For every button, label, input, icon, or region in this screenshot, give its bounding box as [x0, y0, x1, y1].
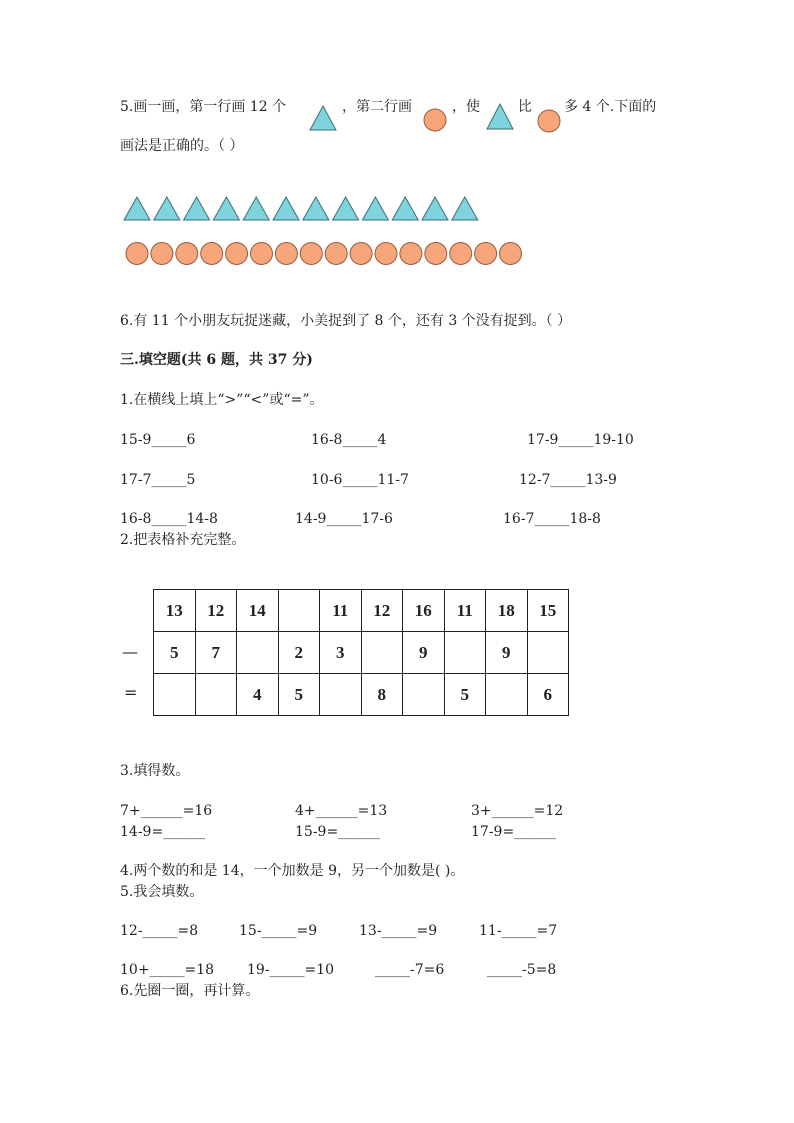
table-cell: 12 — [361, 590, 403, 632]
circle-icon — [400, 243, 422, 265]
triangle-icon — [362, 197, 388, 220]
table-cell — [154, 674, 196, 716]
circle-icon — [375, 243, 397, 265]
table-cell: 7 — [195, 632, 237, 674]
table-row — [154, 674, 569, 716]
triangle-icon — [422, 197, 448, 220]
fill6-text: 6.先圈一圈，再计算。 — [120, 983, 260, 999]
circle-icon — [176, 243, 198, 265]
fill5-item: _____-7=6 — [375, 962, 445, 978]
table-cell: 4 — [237, 674, 279, 716]
fill1-item: 10-6_____11-7 — [311, 472, 409, 488]
q5-text-part2: ，第二行画 — [342, 99, 412, 115]
table-cell — [403, 674, 445, 716]
triangle-icon — [452, 197, 478, 220]
triangle-icon — [243, 197, 269, 220]
fill1-item: 17-9_____19-10 — [527, 432, 634, 448]
table-cell — [444, 632, 486, 674]
circle-icon — [450, 243, 472, 265]
q5-text-line2: 画法是正确的。（ ） — [120, 138, 244, 154]
number-table — [153, 589, 569, 716]
table-cell — [320, 674, 362, 716]
circle-icon — [325, 243, 347, 265]
table-row — [154, 632, 569, 674]
fill1-title: 1.在横线上填上“>”“<”或“=”。 — [120, 392, 324, 408]
fill3-item: 3+______=12 — [471, 803, 564, 819]
triangle-icon — [309, 105, 337, 131]
triangle-icon — [392, 197, 418, 220]
circle-icon — [423, 108, 447, 132]
section-title: 三.填空题(共 6 题，共 37 分) — [120, 352, 313, 368]
fill1-item: 12-7_____13-9 — [519, 472, 617, 488]
fill5-item: 15-_____=9 — [239, 923, 318, 939]
fill4-text: 4.两个数的和是 14，一个加数是 9，另一个加数是( )。 — [120, 863, 465, 879]
triangle-icon — [154, 197, 180, 220]
fill5-item: 13-_____=9 — [359, 923, 438, 939]
circle-icon — [275, 243, 297, 265]
fill5-item: _____-5=8 — [487, 962, 557, 978]
table-cell: 6 — [527, 674, 569, 716]
table-cell — [361, 632, 403, 674]
table-cell: 2 — [278, 632, 320, 674]
fill3-item: 14-9=______ — [120, 824, 206, 840]
circle-icon — [425, 243, 447, 265]
q5-text-part1: 5.画一画，第一行画 12 个 — [120, 99, 287, 115]
table-cell: 11 — [320, 590, 362, 632]
fill3-item: 17-9=______ — [471, 824, 557, 840]
table-cell: 3 — [320, 632, 362, 674]
circle-icon — [300, 243, 322, 265]
fill1-item: 17-7_____5 — [120, 472, 196, 488]
table-cell: 12 — [195, 590, 237, 632]
fill3-item: 7+______=16 — [120, 803, 213, 819]
q5-text-part5: 多 4 个.下面的 — [564, 99, 657, 115]
fill3-title: 3.填得数。 — [120, 763, 190, 779]
triangle-icon — [184, 197, 210, 220]
triangle-icon — [303, 197, 329, 220]
fill1-item: 15-9_____6 — [120, 432, 196, 448]
fill3-item: 4+______=13 — [295, 803, 388, 819]
fill1-item: 16-7_____18-8 — [503, 511, 601, 527]
fill5-item: 11-_____=7 — [479, 923, 558, 939]
triangle-icon — [273, 197, 299, 220]
q5-text-part4: 比 — [518, 99, 532, 115]
circle-icon — [226, 243, 248, 265]
fill1-item: 14-9_____17-6 — [295, 511, 393, 527]
q5-text-part3: ，使 — [452, 99, 480, 115]
table-cell: 14 — [237, 590, 279, 632]
table-cell: 9 — [486, 632, 528, 674]
circle-icon — [126, 243, 148, 265]
circle-icon — [500, 243, 522, 265]
table-cell — [527, 632, 569, 674]
fill5-item: 12-_____=8 — [120, 923, 199, 939]
triangle-icon — [333, 197, 359, 220]
circle-icon — [151, 243, 173, 265]
table-row — [154, 590, 569, 632]
circle-icon — [350, 243, 372, 265]
table-cell — [278, 590, 320, 632]
triangle-icon — [124, 197, 150, 220]
fill5-title: 5.我会填数。 — [120, 884, 204, 900]
fill1-item: 16-8_____14-8 — [120, 511, 218, 527]
q6-text: 6.有 11 个小朋友玩捉迷藏，小美捉到了 8 个，还有 3 个没有捉到。（ ） — [120, 313, 572, 329]
fill1-item: 16-8_____4 — [311, 432, 387, 448]
circle-icon — [475, 243, 497, 265]
table-cell: 9 — [403, 632, 445, 674]
triangle-icon — [213, 197, 239, 220]
circle-row — [125, 241, 527, 267]
equal-label: = — [124, 683, 138, 702]
minus-label: — — [122, 642, 138, 661]
table-cell: 15 — [527, 590, 569, 632]
table-cell: 5 — [154, 632, 196, 674]
table-cell — [195, 674, 237, 716]
table-cell: 11 — [444, 590, 486, 632]
circle-icon — [201, 243, 223, 265]
table-cell: 5 — [278, 674, 320, 716]
circle-icon — [537, 109, 561, 133]
table-cell: 18 — [486, 590, 528, 632]
table-cell: 16 — [403, 590, 445, 632]
circle-icon — [251, 243, 273, 265]
table-cell — [486, 674, 528, 716]
table-cell — [237, 632, 279, 674]
table-cell: 8 — [361, 674, 403, 716]
fill5-item: 10+_____=18 — [120, 962, 215, 978]
fill2-title: 2.把表格补充完整。 — [120, 532, 246, 548]
triangle-row — [124, 196, 484, 222]
fill5-item: 19-_____=10 — [247, 962, 335, 978]
fill3-item: 15-9=______ — [295, 824, 381, 840]
triangle-icon — [486, 103, 514, 130]
table-cell: 5 — [444, 674, 486, 716]
table-cell: 13 — [154, 590, 196, 632]
